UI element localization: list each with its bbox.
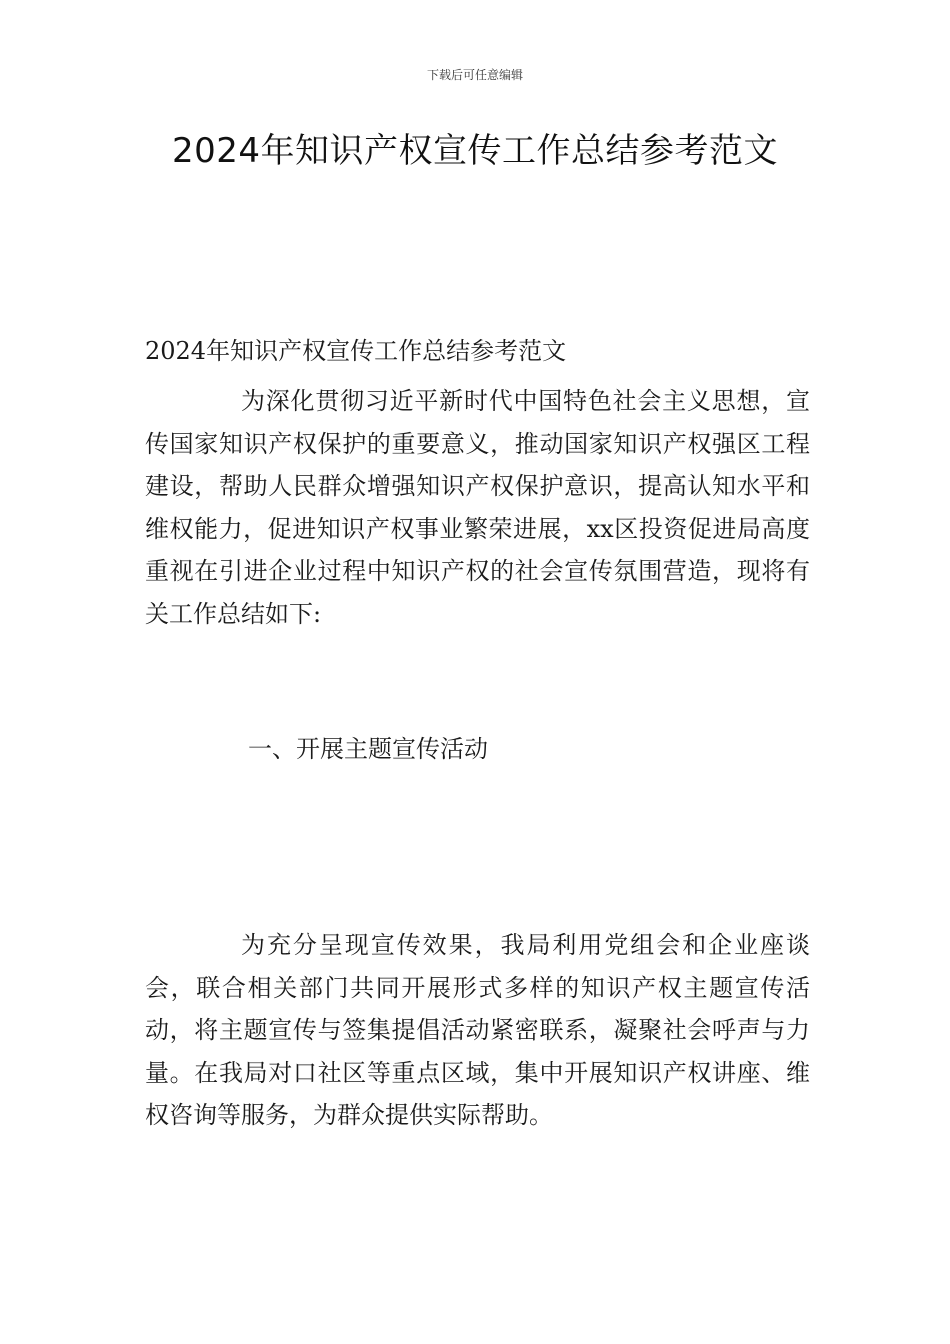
- document-subtitle: 2024年知识产权宣传工作总结参考范文: [145, 337, 567, 365]
- section-1-heading: 一、开展主题宣传活动: [248, 735, 488, 763]
- header-note: 下载后可任意编辑: [426, 68, 523, 82]
- intro-paragraph: 为深化贯彻习近平新时代中国特色社会主义思想，宣传国家知识产权保护的重要意义，推动国家知识产权强区工程建设，帮助人民群众增强知识产权保护意识，提高认知水平和维权能力，促进知识产权事业繁荣进展，xx区投资促进局高度重视在引进企业过程中知识产权的社会宣传氛围营造，现将有关工作总结如下:: [145, 387, 810, 628]
- document-title: 2024年知识产权宣传工作总结参考范文: [171, 131, 779, 171]
- section-1-paragraph: 为充分呈现宣传效果，我局利用党组会和企业座谈会，联合相关部门共同开展形式多样的知识产权主题宣传活动，将主题宣传与签集提倡活动紧密联系，凝聚社会呼声与力量。在我局对口社区等重点区域，集中开展知识产权讲座、维权咨询等服务，为群众提供实际帮助。: [145, 931, 810, 1129]
